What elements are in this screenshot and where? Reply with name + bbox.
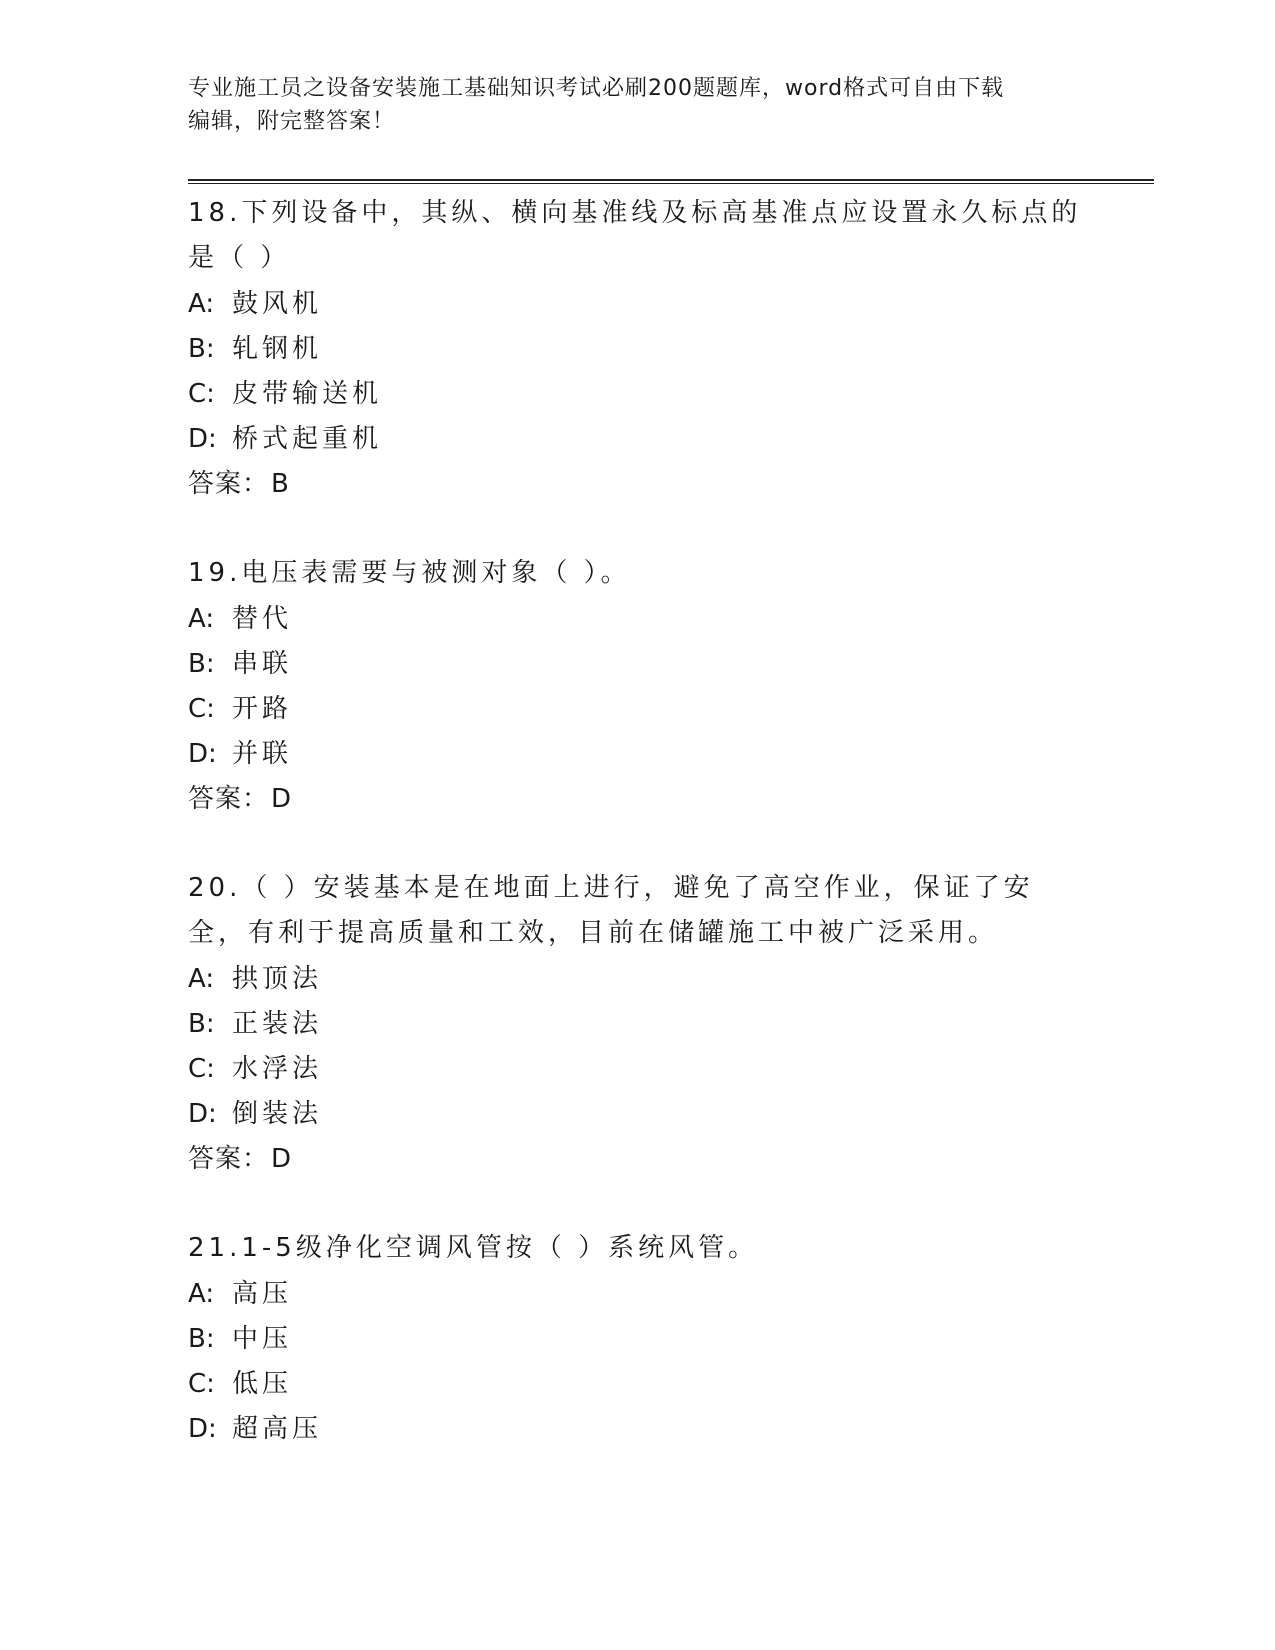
answer-line	[188, 777, 1088, 822]
option-text: 桥式起重机	[232, 424, 383, 454]
option-text: 倒装法	[232, 1099, 323, 1129]
question-20	[188, 866, 1088, 1182]
option-d	[188, 1092, 1088, 1137]
option-letter: C:	[188, 1054, 215, 1084]
option-text: 轧钢机	[232, 334, 323, 364]
header-line-1: 专业施工员之设备安装施工基础知识考试必刷200题题库，word格式可自由下载	[188, 76, 1005, 101]
option-letter: C:	[188, 379, 215, 409]
option-text: 水浮法	[232, 1054, 323, 1084]
answer-label: 答案：	[188, 784, 270, 814]
answer-value: D	[271, 1144, 292, 1174]
option-letter: A:	[188, 604, 215, 634]
option-text: 拱顶法	[232, 964, 323, 994]
option-c	[188, 1362, 1088, 1407]
option-text: 鼓风机	[232, 289, 323, 319]
option-letter: B:	[188, 1009, 215, 1039]
option-letter: A:	[188, 964, 215, 994]
option-a	[188, 957, 1088, 1002]
option-text: 皮带输送机	[232, 379, 383, 409]
header-divider-thin	[188, 183, 1154, 184]
answer-value: B	[271, 469, 289, 499]
option-b	[188, 642, 1088, 687]
question-21	[188, 1226, 1088, 1452]
option-a	[188, 282, 1088, 327]
option-text: 高压	[232, 1279, 293, 1309]
question-stem: 20.（ ）安装基本是在地面上进行，避免了高空作业，保证了安全，有利于提高质量和工效，目前在储罐施工中被广泛采用。	[188, 873, 1034, 948]
document-header	[188, 72, 1088, 138]
question-list	[188, 191, 1088, 1496]
option-text: 超高压	[232, 1414, 323, 1444]
question-stem: 21.1-5级净化空调风管按（ ）系统风管。	[188, 1233, 759, 1263]
option-b	[188, 1317, 1088, 1362]
option-d	[188, 732, 1088, 777]
question-stem: 19.电压表需要与被测对象（ ）。	[188, 558, 631, 588]
question-19	[188, 551, 1088, 822]
option-c	[188, 372, 1088, 417]
option-text: 替代	[232, 604, 293, 634]
option-letter: B:	[188, 1324, 215, 1354]
option-letter: D:	[188, 739, 217, 769]
option-d	[188, 1407, 1088, 1452]
option-letter: C:	[188, 1369, 215, 1399]
option-letter: D:	[188, 424, 217, 454]
option-text: 中压	[232, 1324, 293, 1354]
option-text: 正装法	[232, 1009, 323, 1039]
option-letter: B:	[188, 649, 215, 679]
option-letter: A:	[188, 1279, 215, 1309]
header-line-2: 编辑，附完整答案！	[188, 109, 396, 134]
option-text: 串联	[232, 649, 293, 679]
option-letter: A:	[188, 289, 215, 319]
option-letter: D:	[188, 1099, 217, 1129]
option-c	[188, 1047, 1088, 1092]
option-letter: D:	[188, 1414, 217, 1444]
option-text: 低压	[232, 1369, 293, 1399]
answer-label: 答案：	[188, 1144, 270, 1174]
option-letter: B:	[188, 334, 215, 364]
option-a	[188, 1272, 1088, 1317]
option-b	[188, 327, 1088, 372]
answer-line	[188, 462, 1088, 507]
answer-value: D	[271, 784, 292, 814]
option-d	[188, 417, 1088, 462]
option-text: 并联	[232, 739, 293, 769]
question-stem: 18.下列设备中，其纵、横向基准线及标高基准点应设置永久标点的是（ ）	[188, 198, 1082, 273]
option-text: 开路	[232, 694, 293, 724]
header-divider	[188, 179, 1154, 181]
option-letter: C:	[188, 694, 215, 724]
option-c	[188, 687, 1088, 732]
answer-line	[188, 1137, 1088, 1182]
answer-label: 答案：	[188, 469, 270, 499]
question-18	[188, 191, 1088, 507]
option-a	[188, 597, 1088, 642]
option-b	[188, 1002, 1088, 1047]
